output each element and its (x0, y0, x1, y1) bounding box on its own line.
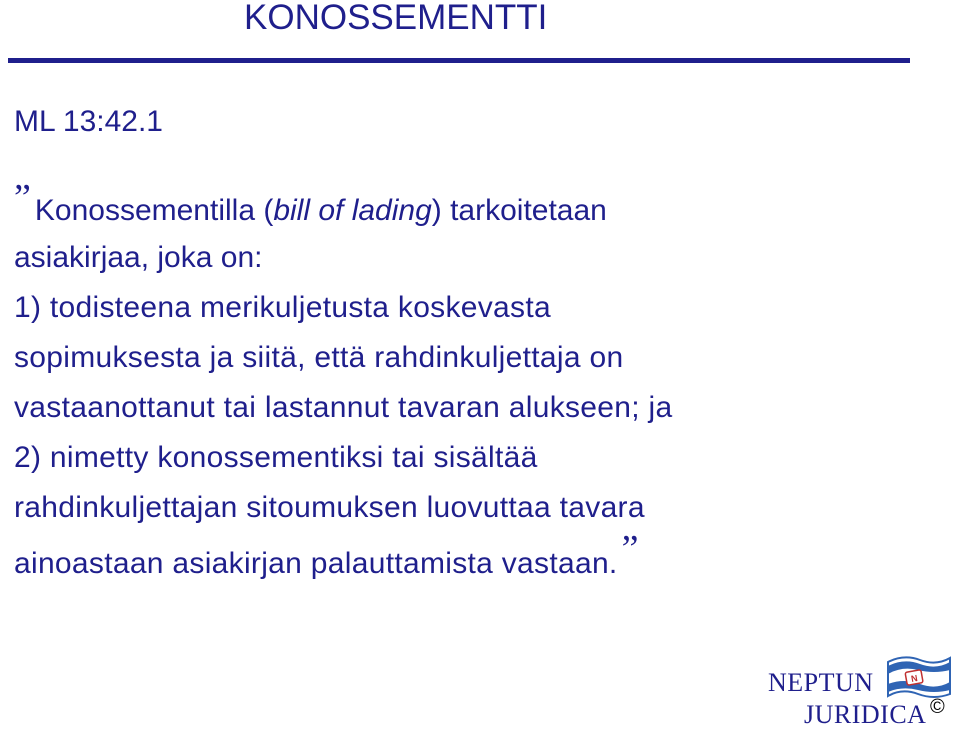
definition-line-6: 2) nimetty konossementiksi tai sisältää (14, 441, 538, 474)
definition-term-english: bill of lading (273, 194, 432, 227)
logo-word-juridica: JURIDICA (804, 700, 927, 729)
definition-line-3: 1) todisteena merikuljetusta koskevasta (14, 291, 551, 324)
closing-quote: ” (621, 528, 639, 570)
copyright-symbol: © (930, 696, 945, 718)
definition-text-1b: ) tarkoitetaan (431, 194, 607, 227)
definition-line-7: rahdinkuljettajan sitoumuksen luovuttaa tavara (14, 491, 645, 524)
definition-text-1a: Konossementilla ( (34, 194, 274, 227)
slide-title: KONOSSEMENTTI (244, 0, 548, 37)
flag-letter: N (910, 672, 919, 684)
opening-quote: ” (14, 177, 31, 219)
logo-word-neptun: NEPTUN (768, 668, 874, 697)
definition-line-2: asiakirjaa, joka on: (14, 241, 263, 274)
definition-line-4: sopimuksesta ja siitä, että rahdinkuljettaja on (14, 341, 624, 374)
definition-text-8: ainoastaan asiakirjan palauttamista vastaan. (14, 547, 618, 580)
definition-line-8 (14, 528, 639, 582)
law-reference: ML 13:42.1 (14, 105, 163, 138)
flag-icon (884, 652, 954, 702)
definition-line-1 (14, 177, 607, 229)
definition-line-5: vastaanottanut tai lastannut tavaran alukseen; ja (14, 391, 673, 424)
neptun-juridica-logo (764, 652, 954, 736)
title-divider (8, 58, 910, 63)
